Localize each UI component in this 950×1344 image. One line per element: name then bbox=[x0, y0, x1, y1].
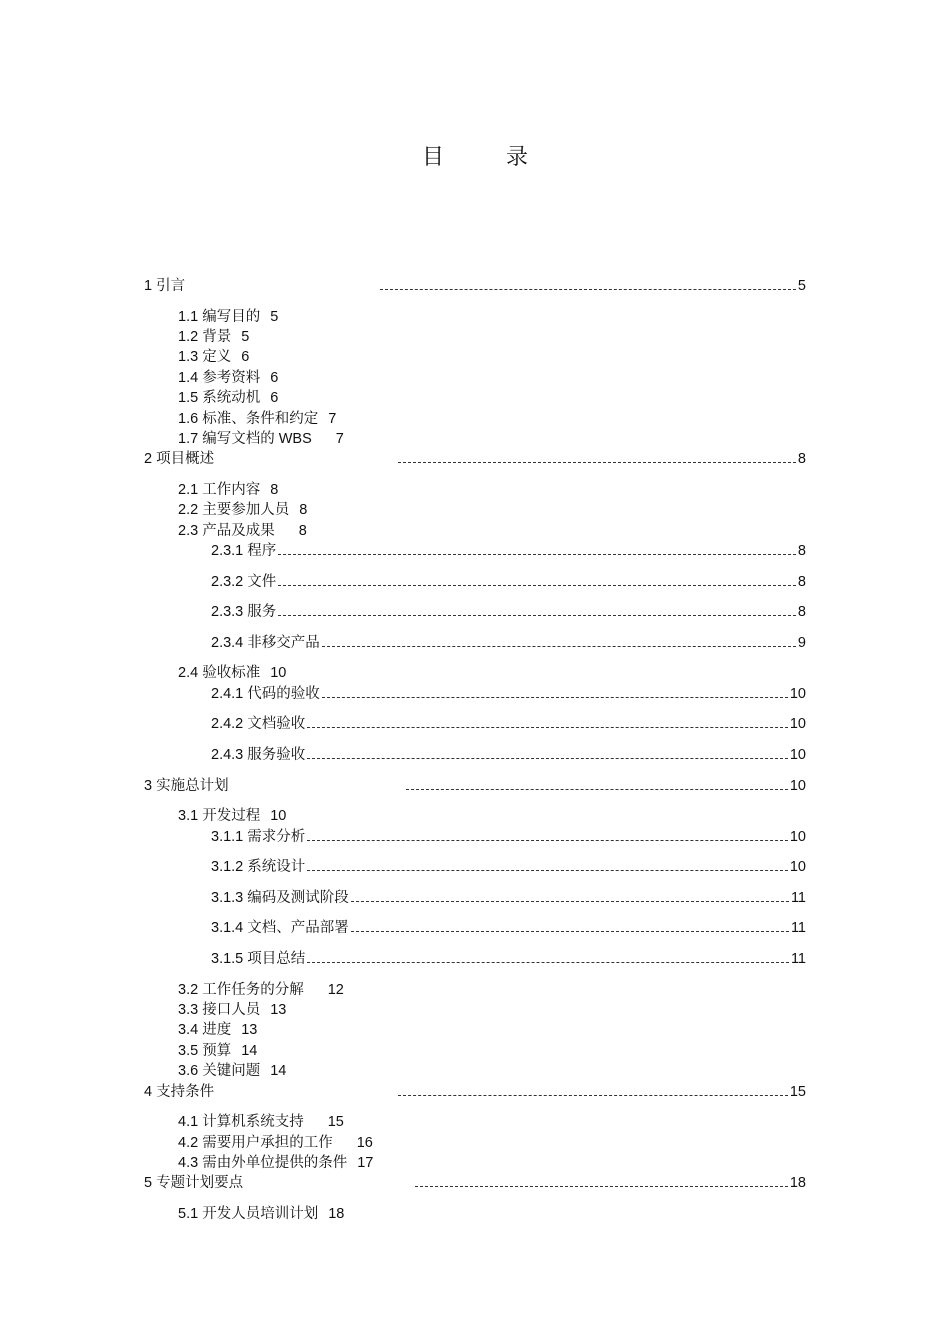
toc-entry-text: 文件 bbox=[247, 573, 277, 590]
toc-entry-label bbox=[211, 541, 276, 561]
toc-entry[interactable] bbox=[144, 745, 806, 776]
toc-entry-number: 3 bbox=[144, 777, 153, 794]
toc-entry-text: 编码及测试阶段 bbox=[247, 889, 349, 906]
toc-entry-number: 3.1.1 bbox=[211, 828, 244, 845]
toc-entry[interactable] bbox=[144, 918, 806, 949]
toc-entry-text: 关键问题 bbox=[202, 1063, 261, 1080]
toc-entry-page: 12 bbox=[327, 981, 344, 998]
toc-entry[interactable] bbox=[144, 684, 806, 715]
toc-entry-number: 2.1 bbox=[178, 481, 199, 498]
toc-entry[interactable] bbox=[144, 1082, 806, 1113]
toc-entry-label bbox=[211, 949, 305, 969]
toc-entry-number: 3.1.2 bbox=[211, 859, 244, 876]
toc-entry-label bbox=[144, 449, 398, 469]
toc-entry[interactable] bbox=[144, 806, 806, 826]
toc-entry-page: 14 bbox=[241, 1042, 258, 1059]
toc-entry-page: 10 bbox=[789, 716, 806, 733]
toc-entry-number: 5 bbox=[144, 1175, 153, 1192]
toc-leader-dots bbox=[307, 870, 788, 871]
toc-entry-page: 8 bbox=[797, 604, 806, 621]
toc-entry[interactable] bbox=[144, 541, 806, 572]
toc-entry-text: 项目总结 bbox=[247, 951, 306, 967]
toc-entry-text: 文档、产品部署 bbox=[247, 920, 349, 937]
toc-entry-page: 5 bbox=[270, 308, 279, 325]
toc-entry-page: 8 bbox=[797, 451, 806, 468]
toc-entry-text: 程序 bbox=[247, 543, 277, 560]
toc-entry-text: 验收标准 bbox=[202, 665, 261, 682]
toc-entry[interactable] bbox=[144, 1020, 806, 1040]
toc-leader-dots bbox=[398, 1095, 788, 1096]
toc-entry-text: 服务验收 bbox=[247, 747, 306, 764]
toc-entry-label bbox=[178, 1114, 304, 1130]
toc-entry-page: 7 bbox=[328, 410, 337, 427]
toc-entry-number: 1.4 bbox=[178, 369, 199, 386]
toc-entry-text: 标准、条件和约定 bbox=[202, 410, 319, 427]
toc-entry-text: 背景 bbox=[202, 328, 232, 345]
toc-entry-number: 2.2 bbox=[178, 502, 199, 519]
table-of-contents bbox=[144, 276, 806, 1224]
toc-leader-dots bbox=[351, 931, 789, 932]
toc-entry-number: 2.4.1 bbox=[211, 685, 244, 702]
toc-entry-label bbox=[178, 665, 260, 681]
toc-entry[interactable] bbox=[144, 1061, 806, 1081]
toc-entry-label bbox=[178, 370, 260, 386]
toc-entry-label bbox=[178, 1043, 231, 1059]
toc-entry-page: 8 bbox=[298, 522, 307, 539]
toc-entry-text: 支持条件 bbox=[156, 1083, 215, 1100]
toc-entry[interactable] bbox=[144, 633, 806, 664]
toc-entry-page: 7 bbox=[335, 430, 344, 447]
toc-entry-page: 6 bbox=[270, 369, 279, 386]
toc-entry-page: 9 bbox=[797, 634, 806, 651]
toc-entry-page: 10 bbox=[789, 828, 806, 845]
toc-entry-number: 3.6 bbox=[178, 1063, 199, 1080]
toc-entry[interactable] bbox=[144, 409, 806, 429]
toc-entry[interactable] bbox=[144, 1112, 806, 1132]
toc-entry-number: 1.5 bbox=[178, 390, 199, 407]
toc-leader-dots bbox=[307, 758, 788, 759]
toc-entry-label bbox=[211, 633, 320, 653]
toc-entry-text: 编写文档的 WBS bbox=[202, 430, 312, 447]
toc-entry-label bbox=[211, 714, 305, 734]
toc-entry-label bbox=[211, 602, 276, 622]
toc-entry-page: 6 bbox=[270, 390, 279, 407]
toc-leader-dots bbox=[278, 615, 796, 616]
toc-entry-number: 2 bbox=[144, 451, 153, 468]
toc-entry-label bbox=[178, 431, 312, 447]
toc-leader-dots bbox=[380, 289, 796, 290]
toc-entry[interactable] bbox=[144, 521, 806, 541]
toc-leader-dots bbox=[278, 585, 796, 586]
toc-entry[interactable] bbox=[144, 714, 806, 745]
toc-entry-page: 13 bbox=[241, 1022, 258, 1039]
toc-entry-label bbox=[178, 523, 275, 539]
toc-entry-number: 5.1 bbox=[178, 1205, 199, 1222]
toc-entry-label bbox=[178, 1022, 231, 1038]
toc-entry-text: 工作任务的分解 bbox=[202, 981, 304, 998]
toc-entry[interactable] bbox=[144, 1000, 806, 1020]
toc-entry[interactable] bbox=[144, 857, 806, 888]
toc-entry-number: 4 bbox=[144, 1083, 153, 1100]
toc-entry-label bbox=[211, 827, 305, 847]
toc-entry[interactable] bbox=[144, 827, 806, 858]
toc-entry-page: 10 bbox=[270, 665, 287, 682]
toc-entry-label bbox=[144, 276, 380, 296]
toc-entry[interactable] bbox=[144, 388, 806, 408]
toc-entry-text: 预算 bbox=[202, 1042, 232, 1059]
toc-entry[interactable] bbox=[144, 663, 806, 683]
toc-entry-label bbox=[211, 918, 349, 938]
toc-entry[interactable] bbox=[144, 1204, 806, 1224]
toc-entry[interactable] bbox=[144, 368, 806, 388]
toc-entry-page: 5 bbox=[241, 328, 250, 345]
toc-entry-page: 6 bbox=[241, 349, 250, 366]
toc-entry-text: 参考资料 bbox=[202, 369, 261, 386]
toc-entry-page: 8 bbox=[797, 543, 806, 560]
toc-entry[interactable] bbox=[144, 347, 806, 367]
toc-entry-number: 2.3 bbox=[178, 522, 199, 539]
toc-entry-text: 系统动机 bbox=[202, 390, 261, 407]
toc-entry[interactable] bbox=[144, 480, 806, 500]
toc-entry-text: 需要用户承担的工作 bbox=[202, 1134, 333, 1151]
toc-entry-number: 3.5 bbox=[178, 1042, 199, 1059]
toc-entry-label bbox=[178, 1206, 318, 1222]
toc-entry-page: 11 bbox=[790, 920, 806, 937]
toc-entry-label bbox=[178, 982, 304, 998]
toc-entry-page: 14 bbox=[270, 1063, 287, 1080]
toc-entry-number: 2.4.2 bbox=[211, 716, 244, 733]
toc-entry-page: 8 bbox=[270, 481, 279, 498]
toc-entry[interactable] bbox=[144, 449, 806, 480]
toc-entry-number: 4.2 bbox=[178, 1134, 199, 1151]
toc-entry-text: 实施总计划 bbox=[156, 777, 229, 794]
toc-entry-page: 18 bbox=[328, 1205, 345, 1222]
toc-entry-number: 3.1.4 bbox=[211, 920, 244, 937]
toc-entry-label bbox=[144, 1173, 415, 1193]
toc-entry[interactable] bbox=[144, 429, 806, 449]
toc-entry-number: 3.2 bbox=[178, 981, 199, 998]
toc-entry-number: 3.4 bbox=[178, 1022, 199, 1039]
toc-entry-page: 18 bbox=[789, 1175, 806, 1192]
toc-leader-dots bbox=[278, 554, 796, 555]
toc-entry-label bbox=[178, 1155, 347, 1171]
toc-leader-dots bbox=[398, 462, 796, 463]
toc-entry-page: 11 bbox=[790, 951, 806, 967]
toc-entry-number: 2.3.1 bbox=[211, 543, 244, 560]
toc-entry-label bbox=[178, 390, 260, 406]
toc-entry-page: 13 bbox=[270, 1001, 287, 1018]
toc-leader-dots bbox=[351, 901, 789, 902]
toc-leader-dots bbox=[322, 646, 796, 647]
toc-entry-text: 开发人员培训计划 bbox=[202, 1205, 319, 1222]
toc-entry-page: 10 bbox=[789, 685, 806, 702]
toc-entry-number: 2.4.3 bbox=[211, 747, 244, 764]
toc-entry-text: 文档验收 bbox=[247, 716, 306, 733]
toc-entry-number: 2.4 bbox=[178, 665, 199, 682]
toc-entry[interactable] bbox=[144, 1173, 806, 1204]
toc-entry-page: 10 bbox=[789, 859, 806, 876]
toc-entry-label bbox=[178, 1135, 333, 1151]
toc-entry[interactable] bbox=[144, 307, 806, 327]
toc-entry-text: 代码的验收 bbox=[247, 685, 320, 702]
toc-entry-text: 需由外单位提供的条件 bbox=[202, 1154, 348, 1171]
toc-entry[interactable] bbox=[144, 949, 806, 980]
toc-leader-dots bbox=[415, 1186, 788, 1187]
toc-entry-number: 1.6 bbox=[178, 410, 199, 427]
toc-leader-dots bbox=[406, 789, 788, 790]
toc-entry-label bbox=[211, 684, 320, 704]
toc-entry-label bbox=[178, 808, 260, 824]
toc-entry[interactable] bbox=[144, 888, 806, 919]
toc-entry[interactable] bbox=[144, 980, 806, 1000]
toc-entry-number: 1.1 bbox=[178, 308, 199, 325]
toc-entry[interactable] bbox=[144, 276, 806, 307]
toc-entry-number: 1 bbox=[144, 278, 153, 294]
toc-entry-label bbox=[178, 502, 289, 518]
toc-entry-number: 1.7 bbox=[178, 430, 199, 447]
toc-entry-number: 3.1.3 bbox=[211, 889, 244, 906]
toc-entry[interactable] bbox=[144, 1153, 806, 1173]
toc-entry-number: 3.1.5 bbox=[211, 951, 244, 967]
toc-entry[interactable] bbox=[144, 1133, 806, 1153]
toc-entry-number: 4.3 bbox=[178, 1154, 199, 1171]
toc-entry-label bbox=[144, 1082, 398, 1102]
toc-entry-text: 服务 bbox=[247, 604, 277, 621]
toc-entry-text: 系统设计 bbox=[247, 859, 306, 876]
toc-entry-page: 17 bbox=[357, 1154, 374, 1171]
toc-entry-text: 接口人员 bbox=[202, 1001, 261, 1018]
toc-entry-label bbox=[178, 482, 260, 498]
toc-entry[interactable] bbox=[144, 572, 806, 603]
toc-entry-number: 2.3.4 bbox=[211, 634, 244, 651]
toc-entry[interactable] bbox=[144, 602, 806, 633]
toc-entry-text: 主要参加人员 bbox=[202, 502, 290, 519]
toc-entry-number: 3.1 bbox=[178, 808, 199, 825]
toc-entry-page: 11 bbox=[790, 889, 806, 906]
toc-entry[interactable] bbox=[144, 327, 806, 347]
toc-entry-label bbox=[178, 349, 231, 365]
toc-entry-page: 8 bbox=[797, 573, 806, 590]
toc-title: 目 录 bbox=[421, 144, 557, 169]
toc-entry-number: 2.3.3 bbox=[211, 604, 244, 621]
toc-entry-page: 10 bbox=[270, 808, 287, 825]
toc-entry-label bbox=[178, 1063, 260, 1079]
toc-entry-label bbox=[178, 329, 231, 345]
toc-entry-page: 8 bbox=[299, 502, 308, 519]
toc-entry-text: 引言 bbox=[156, 278, 186, 294]
toc-entry-text: 定义 bbox=[202, 349, 232, 366]
toc-leader-dots bbox=[307, 962, 789, 963]
toc-entry-text: 开发过程 bbox=[202, 808, 261, 825]
toc-entry-page: 10 bbox=[789, 747, 806, 764]
toc-entry-number: 2.3.2 bbox=[211, 573, 244, 590]
toc-entry-label bbox=[211, 745, 305, 765]
toc-entry-label bbox=[211, 857, 305, 877]
toc-entry-label bbox=[178, 1002, 260, 1018]
toc-entry-text: 工作内容 bbox=[202, 481, 261, 498]
toc-entry-number: 4.1 bbox=[178, 1114, 199, 1131]
toc-entry-label bbox=[211, 888, 349, 908]
toc-entry-text: 计算机系统支持 bbox=[202, 1114, 304, 1131]
toc-entry-number: 1.2 bbox=[178, 328, 199, 345]
toc-entry-number: 3.3 bbox=[178, 1001, 199, 1018]
toc-entry-page: 16 bbox=[356, 1134, 373, 1151]
toc-entry-page: 5 bbox=[797, 278, 806, 294]
toc-entry-text: 编写目的 bbox=[202, 308, 261, 325]
toc-entry-text: 非移交产品 bbox=[247, 634, 320, 651]
toc-entry-text: 专题计划要点 bbox=[156, 1175, 244, 1192]
toc-leader-dots bbox=[307, 840, 788, 841]
toc-entry-text: 项目概述 bbox=[156, 451, 215, 468]
toc-entry-label bbox=[144, 776, 406, 796]
toc-entry[interactable] bbox=[144, 776, 806, 807]
toc-entry[interactable] bbox=[144, 500, 806, 520]
toc-entry-label bbox=[178, 411, 318, 427]
toc-entry-page: 10 bbox=[789, 777, 806, 794]
toc-leader-dots bbox=[307, 727, 788, 728]
toc-entry-page: 15 bbox=[327, 1114, 344, 1131]
toc-entry-label bbox=[211, 572, 276, 592]
toc-entry[interactable] bbox=[144, 1041, 806, 1061]
toc-entry-page: 15 bbox=[789, 1083, 806, 1100]
toc-entry-text: 进度 bbox=[202, 1022, 232, 1039]
toc-entry-text: 需求分析 bbox=[247, 828, 306, 845]
toc-leader-dots bbox=[322, 697, 788, 698]
toc-entry-text: 产品及成果 bbox=[202, 522, 275, 539]
toc-entry-label bbox=[178, 309, 260, 325]
toc-entry-number: 1.3 bbox=[178, 349, 199, 366]
